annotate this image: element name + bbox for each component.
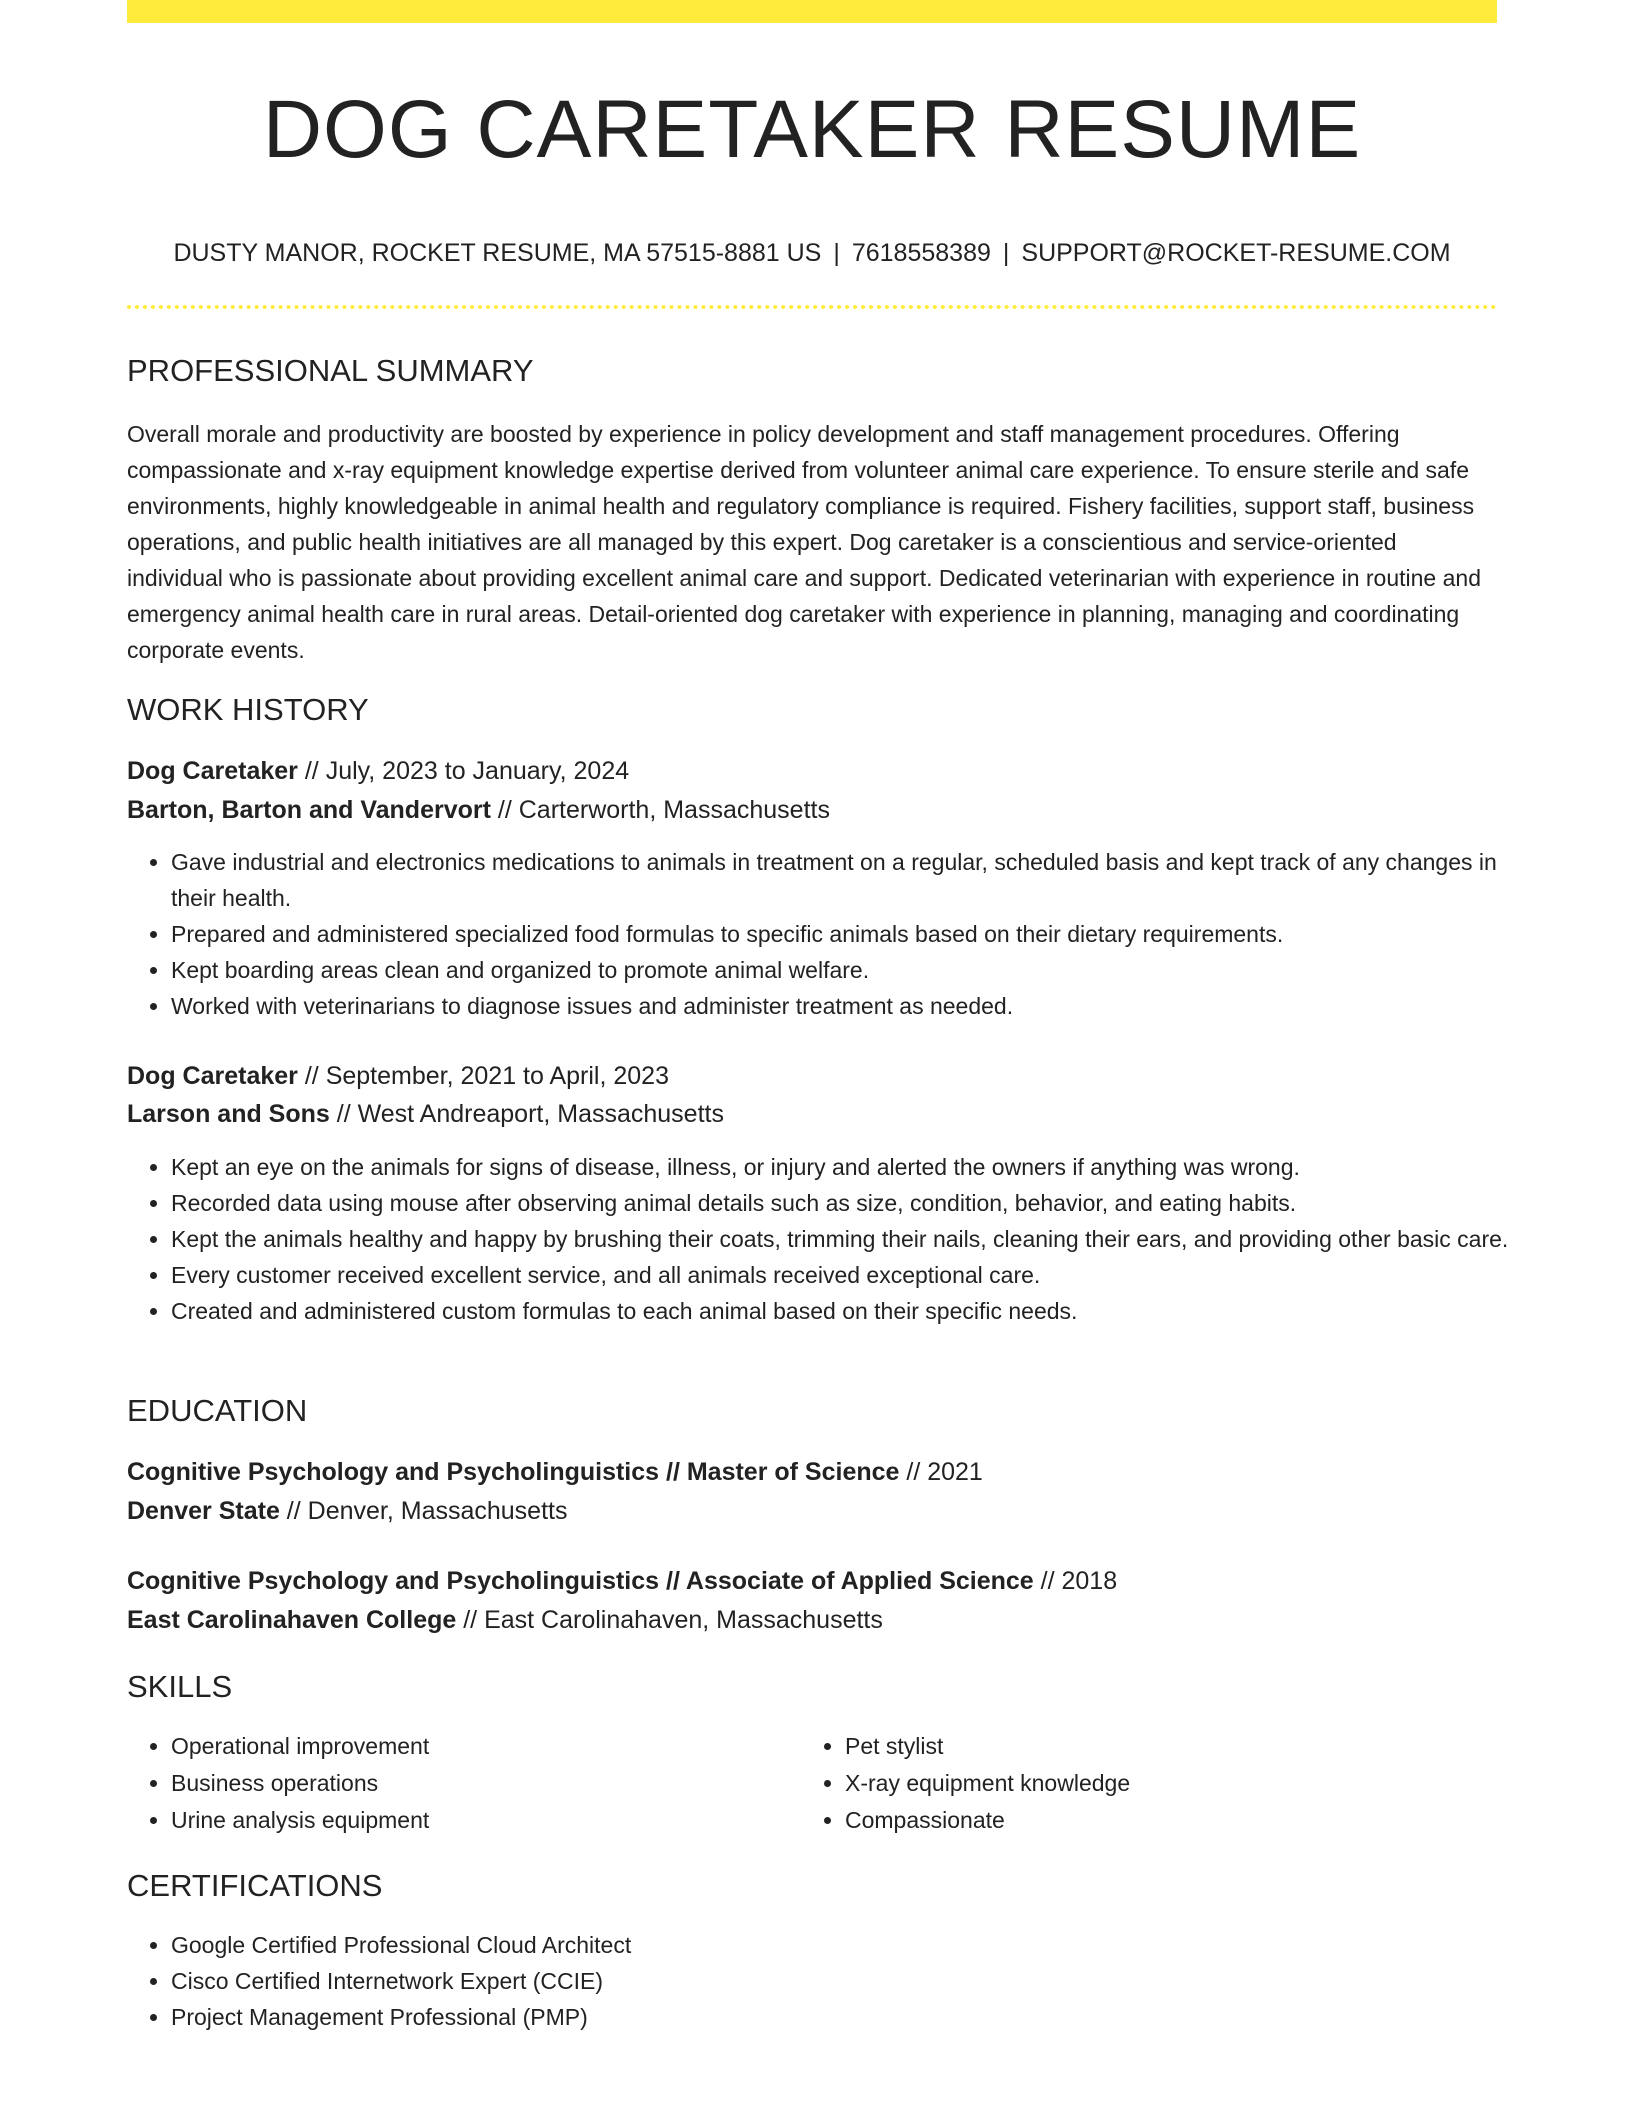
list-item: • Recorded data using mouse after observing animal details such as size, condition, behavior, and eating habits. (171, 1185, 1541, 1221)
education-year: // 2018 (1033, 1567, 1118, 1595)
education-year: // 2021 (899, 1458, 983, 1486)
section-title-skills: SKILLS (127, 1669, 233, 1704)
list-item: • Google Certified Professional Cloud Architect (171, 1927, 1541, 1963)
job-company-line (127, 1095, 724, 1133)
job-title-line (127, 1057, 669, 1095)
education-school-line (127, 1601, 883, 1639)
contact-separator: | (1002, 239, 1010, 267)
job-company-line (127, 791, 830, 829)
education-degree: Cognitive Psychology and Psycholinguistics // Master of Science (127, 1458, 900, 1486)
list-item: • Kept boarding areas clean and organized to promote animal welfare. (171, 952, 1541, 988)
contact-address: DUSTY MANOR, ROCKET RESUME, MA 57515-8881 US (173, 239, 822, 267)
skills-list-right (801, 1728, 1485, 1839)
contact-phone: 7618558389 (851, 239, 991, 267)
contact-separator: | (833, 239, 840, 267)
job-role: Dog Caretaker (127, 1062, 298, 1090)
list-item: • Operational improvement (171, 1728, 811, 1765)
list-item: • Urine analysis equipment (171, 1802, 811, 1839)
section-title-work-history: WORK HISTORY (127, 692, 369, 727)
education-school: East Carolinahaven College (127, 1606, 457, 1634)
education-school: Denver State (127, 1497, 280, 1525)
education-location: // East Carolinahaven, Massachusetts (456, 1606, 883, 1634)
section-title-summary: PROFESSIONAL SUMMARY (127, 353, 534, 388)
contact-email: SUPPORT@ROCKET-RESUME.COM (1021, 239, 1451, 267)
job-dates: // September, 2021 to April, 2023 (297, 1062, 669, 1090)
job-role: Dog Caretaker (127, 757, 298, 785)
list-item: • Compassionate (845, 1802, 1485, 1839)
job-location: // Carterworth, Massachusetts (490, 796, 830, 824)
list-item: • Kept the animals healthy and happy by brushing their coats, trimming their nails, cleaning their ears, and providing other basic care. (171, 1221, 1541, 1257)
skills-list-left (127, 1728, 811, 1839)
certifications-list (127, 1927, 1541, 2035)
top-accent-bar (127, 0, 1497, 23)
section-title-education: EDUCATION (127, 1393, 308, 1428)
education-school-line (127, 1492, 567, 1530)
education-degree-line (127, 1562, 1117, 1600)
list-item: • Worked with veterinarians to diagnose issues and administer treatment as needed. (171, 988, 1541, 1024)
summary-text: Overall morale and productivity are boosted by experience in policy development and staff management procedures. Offering compassionate and x-ray equipment knowledge expertise derived from volunteer animal care experience. To ensure sterile and safe environments, highly knowledgeable in animal health and regulatory compliance is required. Fishery facilities, support staff, business operations, and public health initiatives are all managed by this expert. Dog caretaker is a conscientious and service-oriented individual who is passionate about providing excellent animal care and support. Dedicated veterinarian with experience in routine and emergency animal health care in rural areas. Detail-oriented dog caretaker with experience in planning, managing and coordinating corporate events. (127, 421, 1481, 663)
list-item: • Created and administered custom formulas to each animal based on their specific needs. (171, 1293, 1541, 1329)
resume-title: DOG CARETAKER RESUME (262, 84, 1362, 175)
job-bullets (127, 1149, 1541, 1329)
list-item: • Kept an eye on the animals for signs of disease, illness, or injury and alerted the owners if anything was wrong. (171, 1149, 1541, 1185)
list-item: • Gave industrial and electronics medications to animals in treatment on a regular, scheduled basis and kept track of any changes in their health. (171, 844, 1541, 916)
job-dates: // July, 2023 to January, 2024 (297, 757, 630, 785)
job-location: // West Andreaport, Massachusetts (329, 1100, 724, 1128)
section-title-certifications: CERTIFICATIONS (127, 1868, 383, 1903)
education-degree: Cognitive Psychology and Psycholinguistics // Associate of Applied Science (127, 1567, 1034, 1595)
job-title-line (127, 752, 629, 790)
list-item: • Project Management Professional (PMP) (171, 1999, 1541, 2035)
header-divider (127, 305, 1497, 309)
education-location: // Denver, Massachusetts (279, 1497, 568, 1525)
list-item: • X-ray equipment knowledge (845, 1765, 1485, 1802)
job-company: Larson and Sons (127, 1100, 330, 1128)
list-item: • Cisco Certified Internetwork Expert (CCIE) (171, 1963, 1541, 1999)
education-degree-line (127, 1453, 983, 1491)
list-item: • Pet stylist (845, 1728, 1485, 1765)
job-bullets (127, 844, 1541, 1024)
list-item: • Prepared and administered specialized food formulas to specific animals based on their dietary requirements. (171, 916, 1541, 952)
job-company: Barton, Barton and Vandervort (127, 796, 491, 824)
contact-line (127, 235, 1497, 271)
list-item: • Business operations (171, 1765, 811, 1802)
list-item: • Every customer received excellent service, and all animals received exceptional care. (171, 1257, 1541, 1293)
